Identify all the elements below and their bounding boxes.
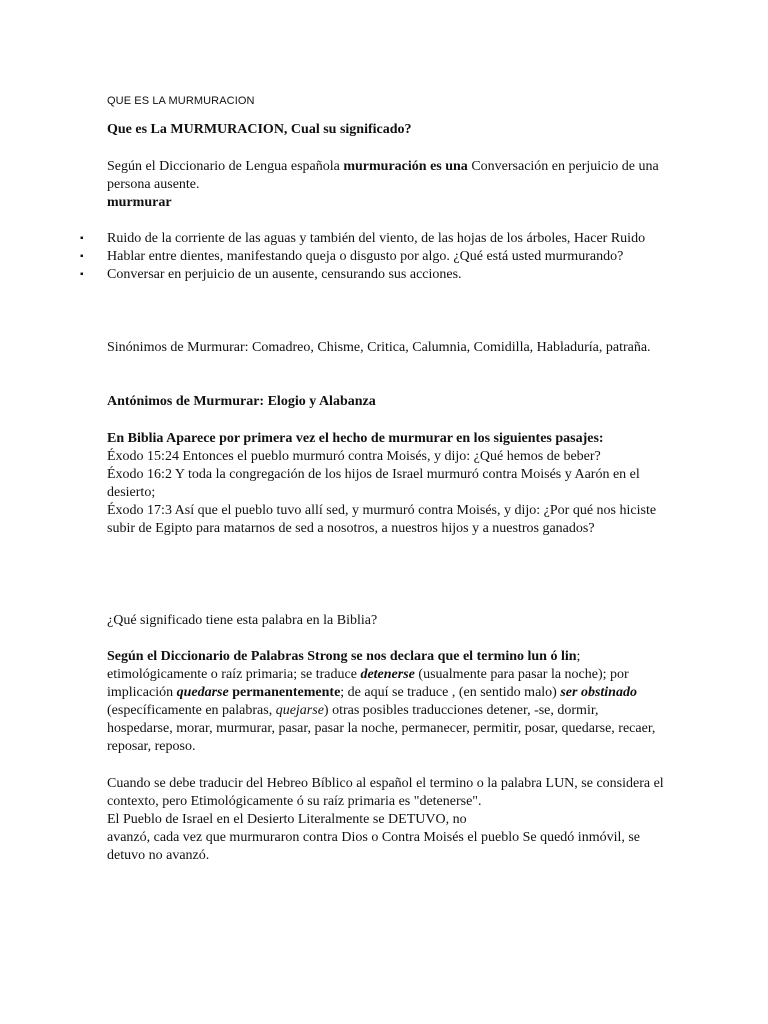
bullet-text: Conversar en perjuicio de un ausente, censurando sus acciones. (107, 267, 462, 282)
term-quedarse: quedarse (176, 685, 229, 700)
list-item (80, 248, 664, 266)
definition-intro: Según el Diccionario de Lengua española (107, 159, 344, 174)
list-item (80, 230, 664, 248)
question-heading: Que es La MURMURACION, Cual su significado? (107, 122, 412, 137)
closing-line: El Pueblo de Israel en el Desierto Literalmente se DETUVO, no (107, 812, 467, 827)
definition-word: murmurar (107, 195, 172, 210)
bible-section (107, 430, 664, 538)
strong-text: ; de aquí se traduce , (en sentido malo) (340, 685, 561, 700)
verse-exodus-17-3: Éxodo 17:3 Así que el pueblo tuvo allí sed, y murmuró contra Moisés, y dijo: ¿Por qué nos hiciste subir de Egipto para matarnos de sed a nosotros, a nuestros hijos y a nuestros ganados? (107, 503, 657, 536)
bible-question: ¿Qué significado tiene esta palabra en la Biblia? (107, 613, 378, 628)
translations-list: otras posibles traducciones detener, -se, dormir, hospedarse, morar, murmurar, pasar, pasar la noche, permanecer, permitir, posar, quedarse, recaer, reposar, reposo. (107, 703, 656, 754)
closing-line: Cuando se debe traducir del Hebreo Bíblico al español el termino o la palabra LUN, se considera el contexto, pero Etimológicamente ó su raíz primaria es "detenerse". (107, 776, 664, 809)
term-permanentemente: permanentemente (232, 685, 341, 700)
term-ser-obstinado: ser obstinado (560, 685, 637, 700)
strong-text: ( (414, 667, 424, 682)
verse-exodus-15-24: Éxodo 15:24 Entonces el pueblo murmuró contra Moisés, y dijo: ¿Qué hemos de beber? (107, 449, 601, 464)
closing-paragraph (107, 775, 664, 865)
antonyms-heading: Antónimos de Murmurar: Elogio y Alabanza (107, 394, 376, 409)
list-item (80, 266, 664, 284)
strong-definition-paragraph (107, 648, 664, 756)
meaning-bullet-list (80, 230, 664, 284)
term-detenerse: detenerse (360, 667, 415, 682)
definition-term: murmuración es una (343, 159, 472, 174)
strong-text: específicamente en palabras, (111, 703, 276, 718)
bullet-text: Hablar entre dientes, manifestando queja o disgusto por algo. ¿Qué está usted murmurando? (107, 249, 624, 264)
strong-intro: Según el Diccionario de Palabras Strong se nos declara que el termino lun ó lin (107, 649, 577, 664)
strong-text: ) (323, 703, 329, 718)
document-top-title: QUE ES LA MURMURACION (107, 95, 255, 107)
synonyms-paragraph: Sinónimos de Murmurar: Comadreo, Chisme, Critica, Calumnia, Comidilla, Habladuría, patraña. (107, 340, 651, 355)
definition-paragraph (107, 158, 664, 212)
term-quejarse: quejarse (275, 703, 324, 718)
bullet-text: Ruido de la corriente de las aguas y también del viento, de las hojas de los árboles, Hacer Ruido (107, 231, 646, 246)
verse-exodus-16-2: Éxodo 16:2 Y toda la congregación de los hijos de Israel murmuró contra Moisés y Aarón en el desierto; (107, 467, 640, 500)
bullet-icon: ▪ (80, 251, 84, 262)
bible-heading: En Biblia Aparece por primera vez el hecho de murmurar en los siguientes pasajes: (107, 431, 604, 446)
closing-line: avanzó, cada vez que murmuraron contra Dios o Contra Moisés el pueblo Se quedó inmóvil, se detuvo no avanzó. (107, 830, 641, 863)
bullet-icon: ▪ (80, 269, 84, 280)
strong-text: usualmente para pasar la noche); por implicación (107, 667, 629, 700)
bullet-icon: ▪ (80, 233, 84, 244)
strong-text: ( (107, 703, 112, 718)
strong-text: ; etimológicamente o raíz primaria; se traduce (107, 649, 581, 682)
definition-text: Conversación en perjuicio de una persona ausente. (107, 159, 659, 192)
